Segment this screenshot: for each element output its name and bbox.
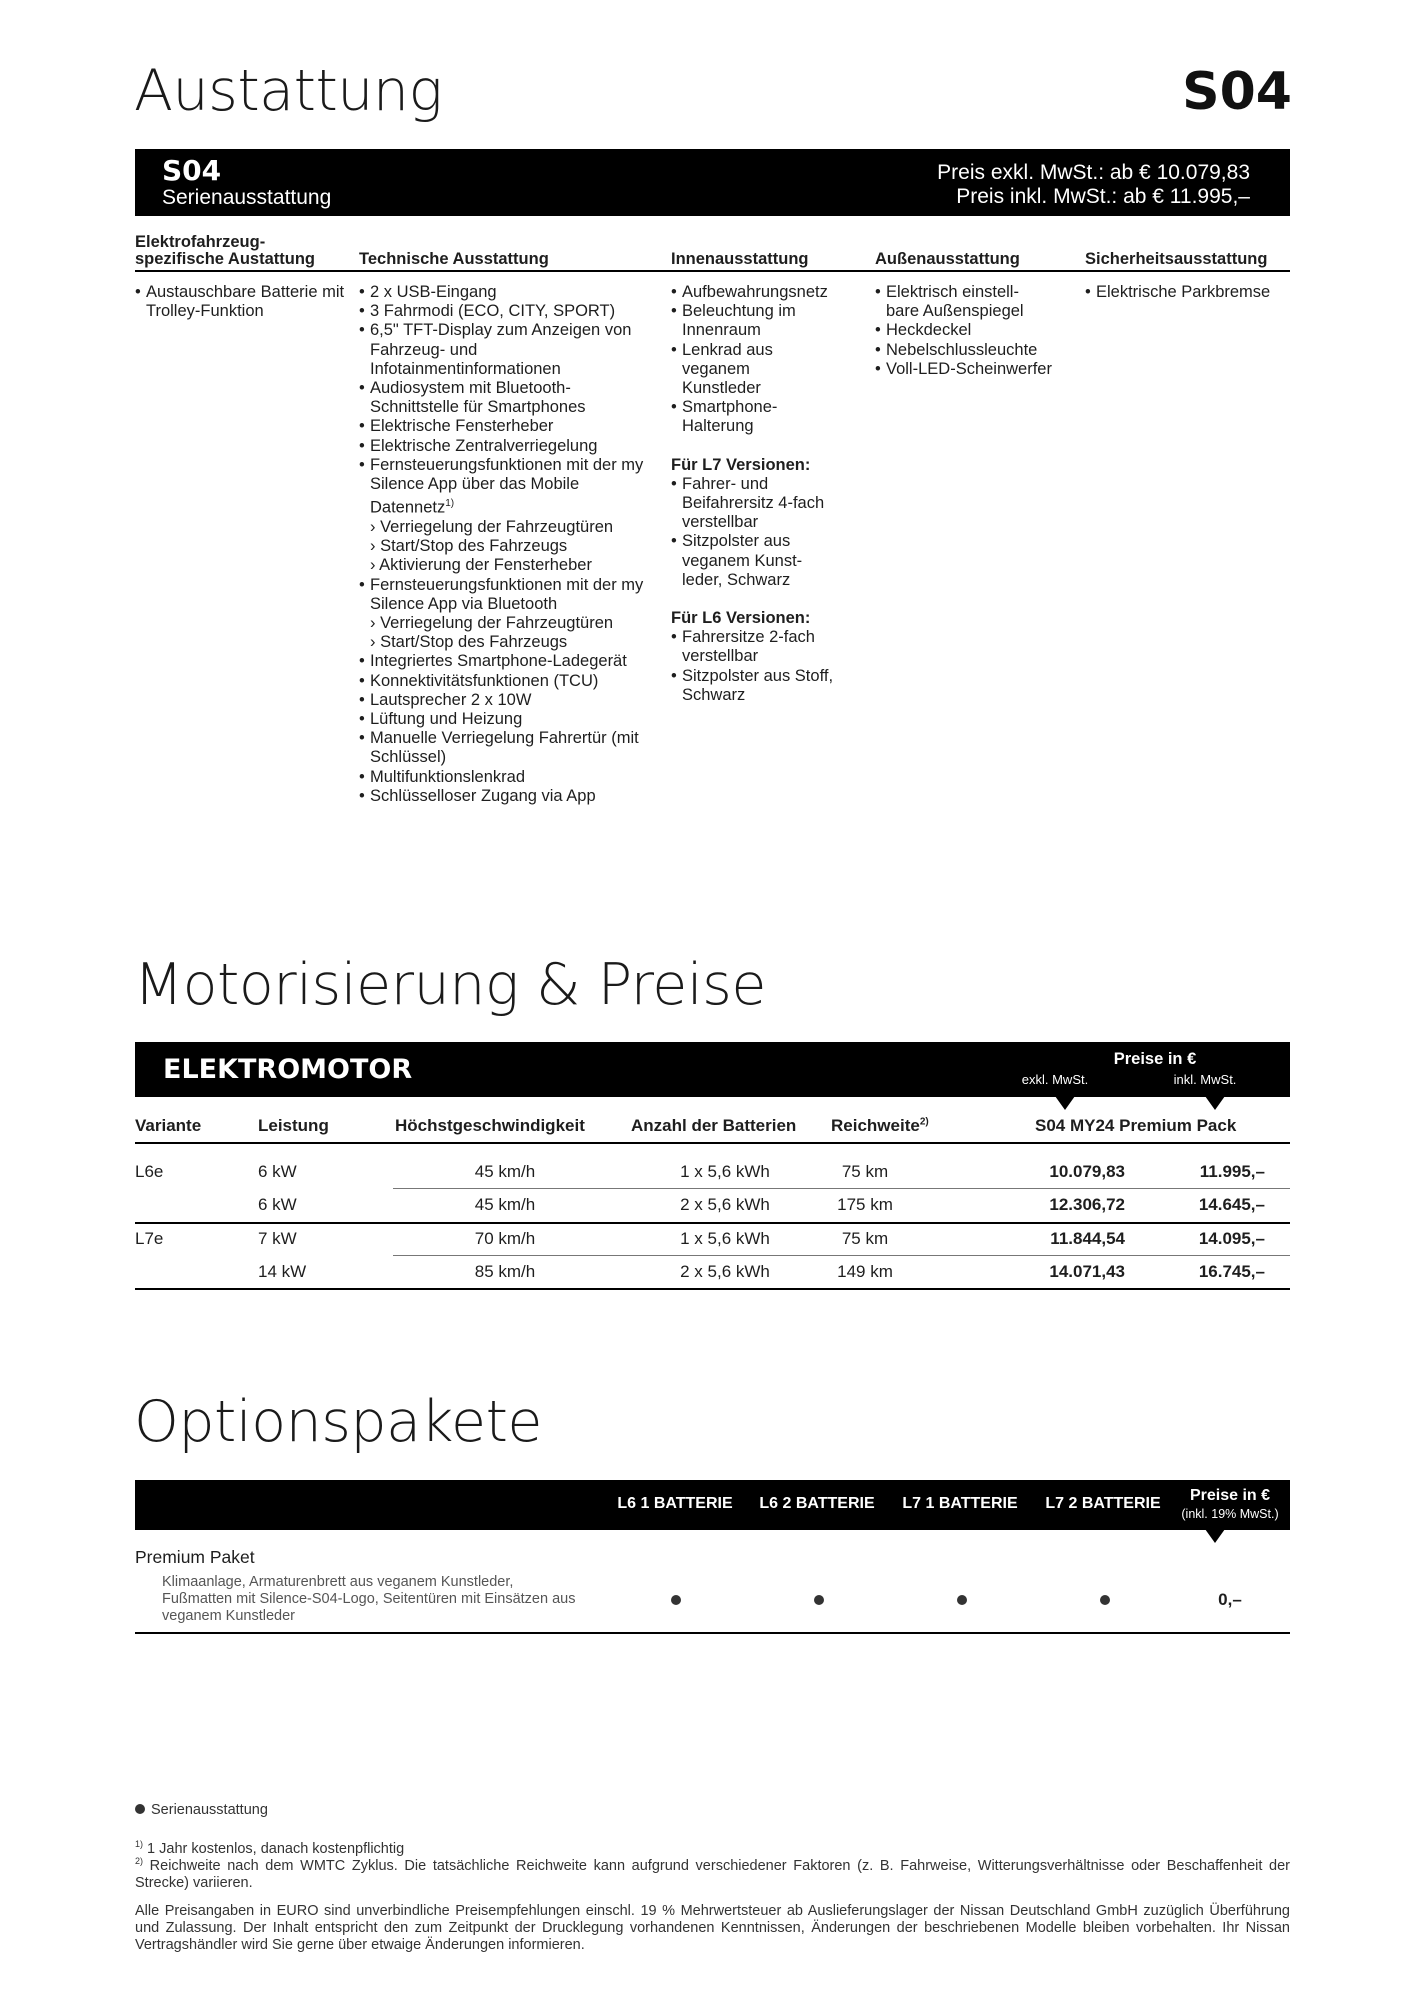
footnote-mark: 2) (919, 1116, 929, 1128)
footnote-mark: 1) (445, 498, 455, 510)
list-item: • 3 Fahrmodi (ECO, CITY, SPORT) (359, 302, 659, 321)
header-divider (135, 270, 1290, 272)
list-item: • Elektrische Parkbremse (1085, 283, 1290, 302)
legend (135, 1802, 268, 1819)
th-pack: S04 MY24 Premium Pack (1035, 1116, 1237, 1135)
opt-col-l7-1: L7 1 BATTERIE (902, 1495, 1018, 1512)
opt-col-l6-2: L6 2 BATTERIE (759, 1495, 875, 1512)
list-item: • Schlüsselloser Zugang via App (359, 787, 659, 806)
incl-arrow (1205, 1096, 1225, 1110)
list-item: • Multifunktionslenkrad (359, 768, 659, 787)
series-model: S04 (162, 154, 222, 187)
motor-header-divider (135, 1142, 1290, 1144)
col-header-interior: Innenausstattung (671, 250, 809, 268)
list-item: • Fahrersitze 2-fach verstellbar (671, 628, 847, 666)
col-ev (135, 283, 350, 321)
list-item: • Beleuchtung im Innenraum (671, 302, 807, 340)
legend-text: Serienausstattung (151, 1802, 268, 1818)
cell-excl: 10.079,83 (1049, 1162, 1125, 1181)
col-header-exterior: Außenausstattung (875, 250, 1020, 268)
group-label-l7: Für L7 Versionen: (671, 455, 811, 474)
incl-label: inkl. MwSt. (1173, 1072, 1237, 1087)
included-dot-icon (1100, 1595, 1110, 1605)
opt-col-l6-1: L6 1 BATTERIE (617, 1495, 733, 1512)
cell-power: 6 kW (258, 1162, 297, 1181)
th-variant: Variante (135, 1116, 202, 1135)
excl-label: exkl. MwSt. (1021, 1072, 1089, 1087)
list-item: • 6,5" TFT-Display zum Anzeigen von Fahrzeug- und Infotainmentinformationen (359, 321, 659, 379)
list-item: • Aufbewahrungsnetz (671, 283, 861, 302)
col-safety (1085, 283, 1290, 302)
footnote-mark: 1) (135, 1839, 144, 1849)
cell-power: 7 kW (258, 1229, 297, 1248)
table-row (135, 1222, 1290, 1255)
list-item: • Elektrisch einstell-bare Außenspiegel (875, 283, 1051, 321)
table-row (135, 1255, 1290, 1288)
th-range-text: Reichweite (831, 1116, 920, 1135)
opt-prices-label: Preise in € (1189, 1487, 1271, 1504)
cell-range: 175 km (837, 1195, 893, 1214)
cell-incl: 14.645,– (1198, 1195, 1265, 1214)
disclaimer: Alle Preisangaben in EURO sind unverbindliche Preisempfehlungen einschl. 19 % Mehrwertsteuer ab Auslieferungslager der Nissan Deutschland GmbH zuzüglich Überführung und Zulassung. Der Inhalt entspricht den zum Zeitpunkt der Drucklegung vorhandenen Kenntnissen, Änderungen der beschriebenen Modelle bleiben vorbehalten. Ihr Nissan Vertragshändler wird Sie gerne über etwaige Änderungen informieren. (135, 1903, 1290, 1953)
col-exterior (875, 283, 1075, 379)
motor-table-header (135, 1116, 1290, 1140)
cell-range: 149 km (837, 1262, 893, 1281)
cell-speed: 45 km/h (474, 1162, 536, 1181)
th-power: Leistung (258, 1116, 329, 1135)
cell-variant: L6e (135, 1162, 164, 1181)
package-name: Premium Paket (135, 1547, 255, 1567)
item-text: Fernsteuerungsfunktionen mit der my Silence App über das Mobile Datennetz (370, 455, 644, 517)
list-item: • Konnektivitätsfunktionen (TCU) (359, 672, 659, 691)
series-subtitle: Serienausstattung (162, 186, 332, 209)
series-price-excl: Preis exkl. MwSt.: ab € 10.079,83 (937, 161, 1250, 184)
col-interior (671, 283, 861, 705)
list-subitem: › Start/Stop des Fahrzeugs (370, 633, 568, 652)
cell-excl: 12.306,72 (1049, 1195, 1125, 1214)
series-price-incl: Preis inkl. MwSt.: ab € 11.995,– (956, 185, 1250, 208)
col-header-ev: Elektrofahrzeug- spezifische Austattung (135, 233, 315, 268)
footnote-2 (135, 1853, 1290, 1892)
package-description: Klimaanlage, Armaturenbrett aus veganem Kunstleder, Fußmatten mit Silence-S04-Logo, Seitentüren mit Einsätzen aus veganem Kunstleder (162, 1574, 576, 1624)
list-item: • Lenkrad aus veganem Kunstleder (671, 341, 782, 399)
prices-label: Preise in € (1113, 1050, 1197, 1068)
cell-excl: 14.071,43 (1049, 1262, 1125, 1281)
th-range (831, 1116, 929, 1136)
cell-power: 6 kW (258, 1195, 297, 1214)
cell-incl: 11.995,– (1199, 1162, 1265, 1181)
opt-col-l7-2: L7 2 BATTERIE (1045, 1495, 1161, 1512)
col-header-safety: Sicherheitsausstattung (1085, 250, 1268, 268)
footnote-mark: 2) (135, 1856, 144, 1866)
list-item: • Lüftung und Heizung (359, 710, 659, 729)
col-tech (359, 283, 659, 806)
list-item: • Elektrische Fensterheber (359, 417, 659, 436)
list-subitem: › Verriegelung der Fahrzeugtüren (370, 613, 614, 632)
opt-price-arrow (1205, 1529, 1225, 1543)
group-label-l6: Für L6 Versionen: (671, 609, 811, 628)
list-item: • Smartphone-Halterung (671, 398, 807, 436)
model-badge: S04 (1182, 62, 1292, 122)
list-item: • Sitzpolster aus Stoff, Schwarz (671, 667, 872, 705)
list-subitem: › Start/Stop des Fahrzeugs (370, 537, 568, 556)
list-item: • Nebelschlussleuchte (875, 341, 1075, 360)
page-title: Austattung (134, 58, 443, 124)
table-row (135, 1188, 1290, 1221)
list-item: • Integriertes Smartphone-Ladegerät (359, 652, 659, 671)
options-title: Optionspakete (134, 1389, 543, 1455)
cell-excl: 11.844,54 (1050, 1229, 1125, 1248)
col-header-tech: Technische Ausstattung (359, 250, 549, 268)
footnote-1-text: 1 Jahr kostenlos, danach kostenpflichtig (147, 1840, 405, 1857)
list-item: • Heckdeckel (875, 321, 1075, 340)
cell-batteries: 1 x 5,6 kWh (680, 1162, 770, 1181)
list-item: • Fernsteuerungsfunktionen mit der my Silence App via Bluetooth (359, 576, 659, 614)
cell-variant: L7e (135, 1229, 164, 1248)
cell-incl: 16.745,– (1198, 1262, 1265, 1281)
cell-incl: 14.095,– (1198, 1229, 1265, 1248)
list-item: • Fahrer- und Beifahrersitz 4-fach verstellbar (671, 475, 837, 533)
cell-speed: 45 km/h (474, 1195, 536, 1214)
included-dot-icon (957, 1595, 967, 1605)
included-dot-icon (671, 1595, 681, 1605)
list-item: • Sitzpolster aus veganem Kunst-leder, Schwarz (671, 532, 832, 590)
cell-batteries: 2 x 5,6 kWh (680, 1262, 770, 1281)
options-bottom-rule (135, 1632, 1290, 1634)
list-item: • Audiosystem mit Bluetooth-Schnittstelle für Smartphones (359, 379, 659, 417)
series-bar (135, 149, 1290, 216)
motor-bar-label: ELEKTROMOTOR (163, 1054, 413, 1085)
table-bottom-rule (135, 1288, 1290, 1290)
list-item (359, 456, 659, 518)
opt-prices-sub: (inkl. 19% MwSt.) (1181, 1507, 1279, 1521)
cell-batteries: 1 x 5,6 kWh (680, 1229, 770, 1248)
list-subitem: › Aktivierung der Fensterheber (370, 556, 592, 575)
th-speed: Höchstgeschwindigkeit (395, 1116, 585, 1135)
list-item: • Elektrische Zentralverriegelung (359, 437, 659, 456)
motor-title: Motorisierung & Preise (134, 952, 766, 1018)
list-item: • Austauschbare Batterie mit Trolley-Funktion (135, 283, 350, 321)
th-batteries: Anzahl der Batterien (631, 1116, 797, 1135)
cell-speed: 70 km/h (474, 1229, 536, 1248)
list-item: • Lautsprecher 2 x 10W (359, 691, 659, 710)
excl-arrow (1055, 1096, 1075, 1110)
cell-power: 14 kW (258, 1262, 307, 1281)
package-price: 0,– (1218, 1590, 1242, 1609)
cell-batteries: 2 x 5,6 kWh (680, 1195, 770, 1214)
list-subitem: › Verriegelung der Fahrzeugtüren (370, 517, 614, 536)
list-item: • Voll-LED-Scheinwerfer (875, 360, 1075, 379)
cell-range: 75 km (841, 1162, 889, 1181)
motor-bar (135, 1042, 1290, 1097)
cell-speed: 85 km/h (474, 1262, 536, 1281)
cell-range: 75 km (841, 1229, 889, 1248)
table-row (135, 1155, 1290, 1188)
options-bar (135, 1480, 1290, 1530)
list-item: • Manuelle Verriegelung Fahrertür (mit Schlüssel) (359, 729, 659, 767)
included-dot-icon (814, 1595, 824, 1605)
footnote-2-text: Reichweite nach dem WMTC Zyklus. Die tatsächliche Reichweite kann aufgrund verschiedener Faktoren (z. B. Fahrweise, Witterungsverhältnisse oder Beschaffenheit der Strecke) variieren. (135, 1857, 1290, 1891)
list-item: • 2 x USB-Eingang (359, 283, 659, 302)
legend-dot-icon (135, 1804, 145, 1814)
